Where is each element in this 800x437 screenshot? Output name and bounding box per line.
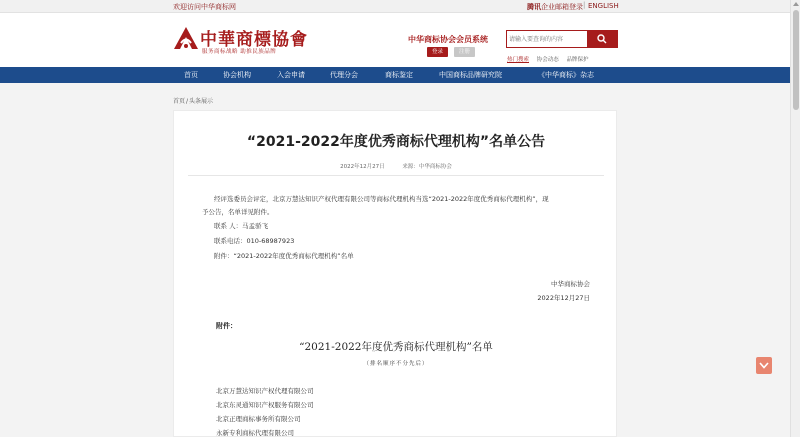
- page-scrollbar[interactable]: [790, 0, 800, 437]
- nav-item-research-institute[interactable]: 中国商标品牌研究院: [439, 71, 502, 79]
- scroll-up-icon[interactable]: [793, 2, 799, 6]
- nav-item-association[interactable]: 协会机构: [223, 71, 251, 79]
- breadcrumb-home[interactable]: 首页: [173, 98, 186, 105]
- chevron-down-icon: [759, 361, 769, 370]
- search-icon: [597, 34, 607, 44]
- nav-item-membership[interactable]: 入会申请: [277, 71, 305, 79]
- topbar-separator: |: [583, 1, 586, 9]
- english-link[interactable]: ENGLISH: [588, 2, 619, 10]
- attachment-subtitle: （排名顺序不分先后）: [363, 361, 429, 367]
- logo-slogan: 服务商标战略 助推民族品牌: [202, 49, 277, 55]
- search-button[interactable]: [587, 31, 617, 47]
- article-source: 来源：中华商标协会: [402, 164, 452, 170]
- article-date: 2022年12月27日: [340, 164, 385, 170]
- site-header: [0, 13, 790, 67]
- mail-brand: 腾讯: [527, 3, 541, 11]
- attachment-line: 附件：“2021-2022年度优秀商标代理机构”名单: [214, 252, 354, 260]
- hot-search-item[interactable]: 品牌保护: [566, 57, 589, 63]
- top-bar: [0, 0, 790, 13]
- mail-login-label: 企业邮箱登录: [541, 3, 583, 11]
- article-paragraph: 经评选委员会评定，北京万慧达知识产权代理有限公司等商标代理机构当选“2021-2022年度优秀商标代理机构”，现: [214, 195, 549, 203]
- article-panel: [173, 110, 617, 437]
- enterprise-mail-link[interactable]: [527, 1, 586, 12]
- list-item: 北京东灵通知识产权服务有限公司: [216, 401, 314, 409]
- register-button[interactable]: 注册: [454, 47, 475, 57]
- attachment-title: “2021-2022年度优秀商标代理机构”名单: [299, 341, 493, 353]
- list-item: 北京正理商标事务所有限公司: [216, 415, 301, 423]
- hot-search-label: 热门搜索: [507, 57, 530, 63]
- search-box: [506, 30, 618, 48]
- signature-date: 2022年12月27日: [537, 294, 590, 302]
- logo-mark-icon: [172, 25, 200, 53]
- welcome-text: 欢迎访问中华商标网: [173, 3, 236, 11]
- article-paragraph-cont: 予公告，名单详见附件。: [202, 208, 274, 216]
- search-input[interactable]: [509, 34, 587, 45]
- scrollbar-thumb[interactable]: [793, 10, 799, 110]
- contact-person: 联系 人：马孟骄飞: [214, 222, 269, 230]
- hot-search: [507, 55, 595, 63]
- nav-item-magazine[interactable]: 《中华商标》杂志: [538, 71, 594, 79]
- article-title: “2021-2022年度优秀商标代理机构”名单公告: [246, 134, 546, 150]
- article-meta: [174, 162, 618, 170]
- hot-search-item[interactable]: 协会动态: [536, 57, 559, 63]
- site-logo[interactable]: [172, 25, 308, 69]
- nav-item-appraisal[interactable]: 商标鉴定: [385, 71, 413, 79]
- scroll-button[interactable]: [756, 357, 772, 374]
- contact-phone: 联系电话：010-68987923: [214, 237, 295, 245]
- breadcrumb-current: 头条展示: [189, 98, 214, 105]
- nav-item-home[interactable]: 首页: [184, 71, 198, 79]
- nav-item-agency-branch[interactable]: 代理分会: [330, 71, 358, 79]
- logo-text: 中華商標協會: [200, 30, 308, 50]
- login-button[interactable]: 登录: [427, 47, 448, 57]
- breadcrumb: [173, 96, 213, 105]
- divider: [188, 175, 604, 176]
- list-item: 永新专利商标代理有限公司: [216, 429, 294, 437]
- member-system-title[interactable]: 中华商标协会会员系统: [408, 35, 488, 44]
- attachment-label: 附件：: [216, 322, 237, 330]
- main-nav: [0, 67, 790, 83]
- list-item: 北京万慧达知识产权代理有限公司: [216, 387, 314, 395]
- breadcrumb-separator: /: [186, 98, 189, 105]
- signature-org: 中华商标协会: [551, 280, 590, 288]
